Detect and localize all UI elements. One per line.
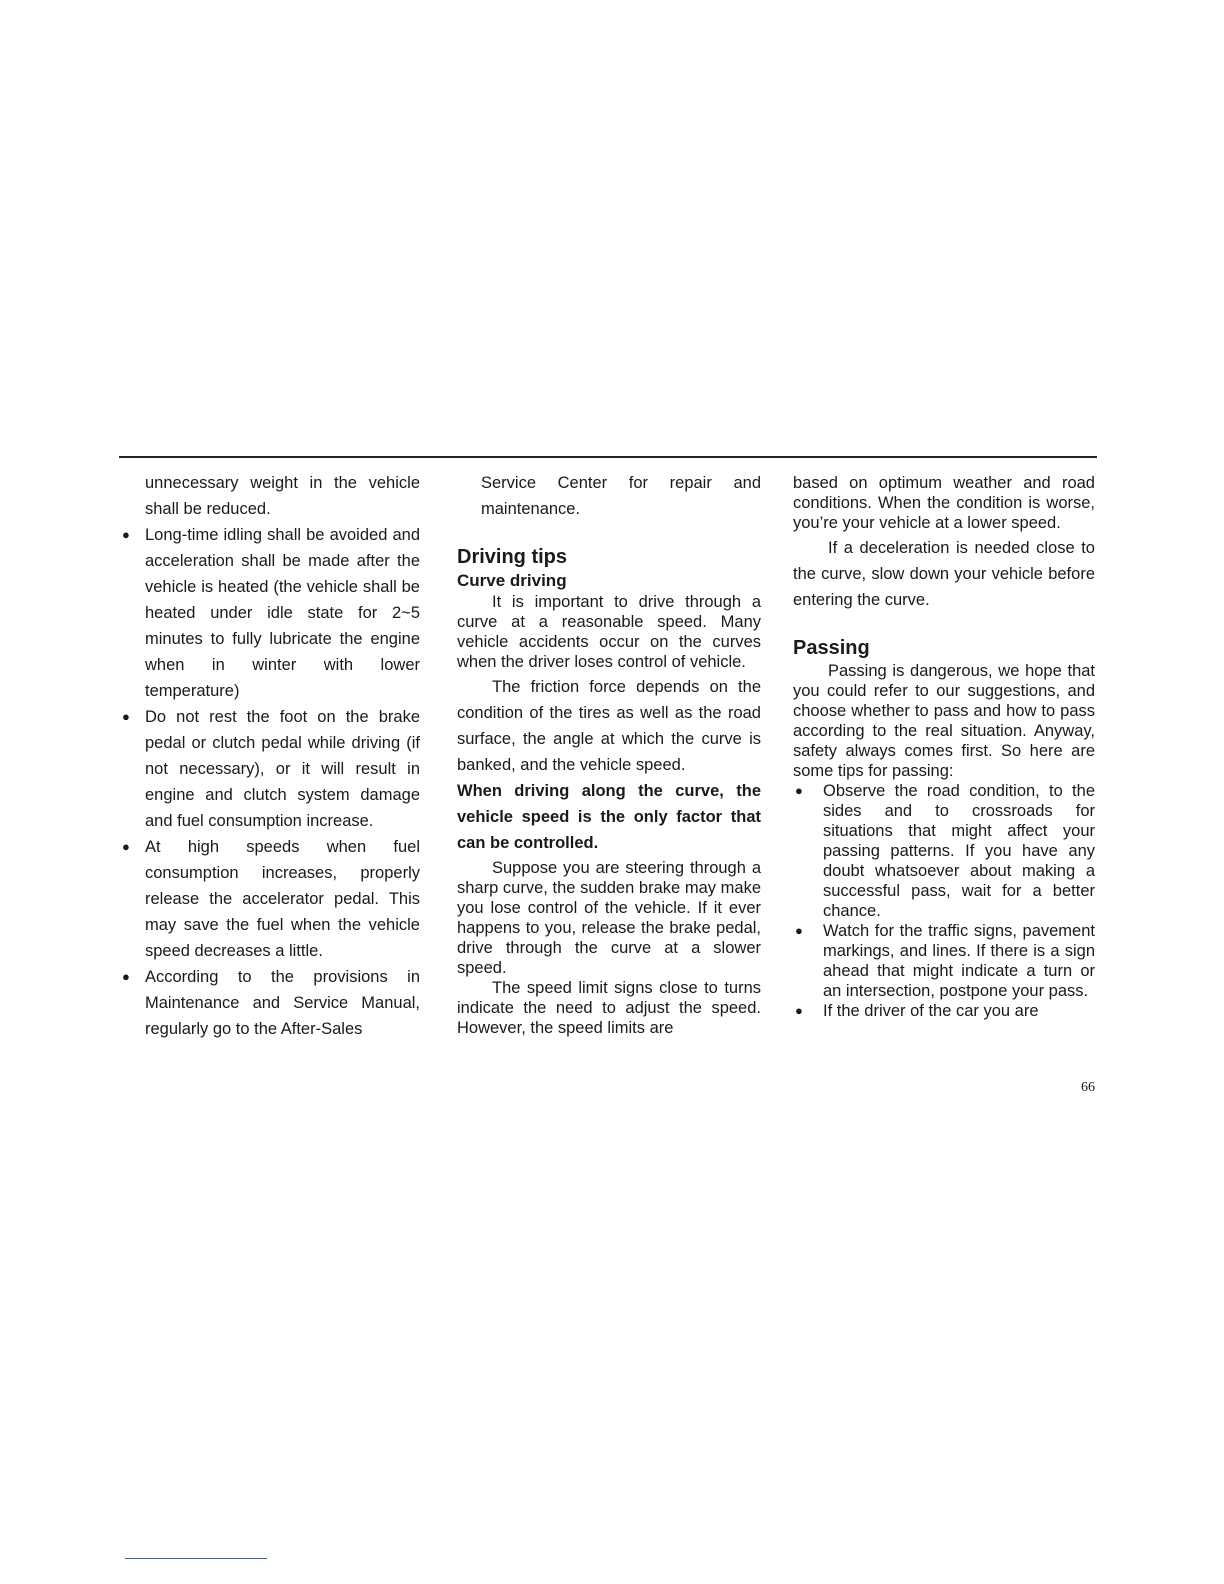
- column-left: [118, 470, 420, 1042]
- bullet-text: Observe the road condition, to the sides and to crossroads for situations that might affect your passing patterns. If you have any doubt whatsoever about making a successful pass, wait for a better chance.: [823, 782, 1095, 920]
- bullet-item: [118, 522, 420, 704]
- column-middle: [457, 470, 761, 1038]
- bullet-text: Long-time idling shall be avoided and acceleration shall be made after the vehicle is heated (the vehicle shall be heated under idle state for 2~5 minutes to fully lubricate the engine when in winter with lower temperature): [145, 526, 420, 700]
- bullet-icon: ●: [122, 839, 130, 854]
- continued-paragraph: based on optimum weather and road conditions. When the condition is worse, you’re your vehicle at a lower speed.: [793, 474, 1095, 532]
- bullet-item: [118, 964, 420, 1042]
- column-right: [793, 470, 1095, 1021]
- section-heading: Passing: [793, 637, 870, 659]
- page-number: 66: [1081, 1080, 1095, 1095]
- bullet-icon: ●: [122, 969, 130, 984]
- bullet-icon: ●: [795, 783, 803, 798]
- bold-paragraph: When driving along the curve, the vehicle speed is the only factor that can be controlled.: [457, 782, 761, 852]
- bullet-item: [793, 921, 1095, 1001]
- header-rule: [119, 456, 1097, 458]
- bullet-icon: ●: [795, 923, 803, 938]
- bullet-item: [118, 834, 420, 964]
- footer-link-underline: [125, 1558, 267, 1559]
- continued-paragraph: Service Center for repair and maintenance.: [481, 474, 761, 518]
- bullet-text: According to the provisions in Maintenance and Service Manual, regularly go to the After-Sales: [145, 968, 420, 1038]
- paragraph: If a deceleration is needed close to the curve, slow down your vehicle before entering the curve.: [793, 539, 1095, 609]
- bullet-item: [793, 781, 1095, 921]
- paragraph: The friction force depends on the condition of the tires as well as the road surface, the angle at which the curve is banked, and the vehicle speed.: [457, 678, 761, 774]
- paragraph: The speed limit signs close to turns indicate the need to adjust the speed. However, the speed limits are: [457, 979, 761, 1037]
- bullet-text: Watch for the traffic signs, pavement markings, and lines. If there is a sign ahead that might indicate a turn or an intersection, postpone your pass.: [823, 922, 1095, 1000]
- bullet-text: At high speeds when fuel consumption increases, properly release the accelerator pedal. This may save the fuel when the vehicle speed decreases a little.: [145, 838, 420, 960]
- bullet-text: If the driver of the car you are: [823, 1002, 1039, 1020]
- bullet-item: [793, 1001, 1095, 1021]
- bullet-text: Do not rest the foot on the brake pedal or clutch pedal while driving (if not necessary), or it will result in engine and clutch system damage and fuel consumption increase.: [145, 708, 420, 830]
- bullet-icon: ●: [795, 1003, 803, 1018]
- bullet-icon: ●: [122, 709, 130, 724]
- paragraph: Suppose you are steering through a sharp curve, the sudden brake may make you lose control of the vehicle. If it ever happens to you, release the brake pedal, drive through the curve at a slower speed.: [457, 859, 761, 977]
- sub-heading: Curve driving: [457, 571, 567, 590]
- continued-paragraph: unnecessary weight in the vehicle shall be reduced.: [145, 474, 420, 518]
- bullet-item: [118, 704, 420, 834]
- paragraph: Passing is dangerous, we hope that you could refer to our suggestions, and choose whether to pass and how to pass according to the real situation. Anyway, safety always comes first. So here are some tips for passing:: [793, 662, 1095, 780]
- section-heading: Driving tips: [457, 546, 568, 568]
- paragraph: It is important to drive through a curve at a reasonable speed. Many vehicle accidents occur on the curves when the driver loses control of vehicle.: [457, 593, 761, 671]
- bullet-icon: ●: [122, 527, 130, 542]
